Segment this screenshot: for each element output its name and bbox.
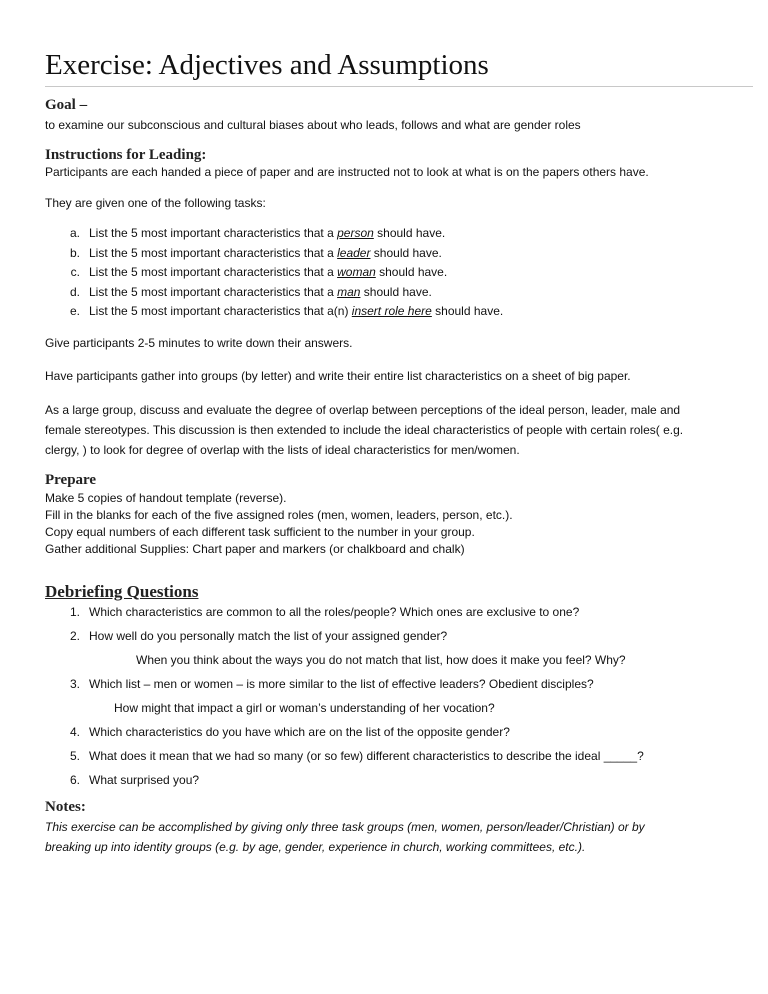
document-page [45, 48, 725, 857]
list-item [45, 772, 725, 796]
role-underlined: person [337, 226, 374, 240]
list-item [45, 724, 725, 748]
prepare-line: Gather additional Supplies: Chart paper and markers (or chalkboard and chalk) [45, 541, 465, 556]
paragraph-time: Give participants 2-5 minutes to write down their answers. [45, 335, 353, 350]
paragraph-groups: Have participants gather into groups (by letter) and write their entire list characteristics on a sheet of big paper. [45, 368, 631, 383]
list-item [45, 245, 725, 265]
sub-question: How might that impact a girl or woman’s understanding of her vocation? [114, 700, 495, 715]
list-marker: 4. [69, 724, 80, 739]
prepare-list [45, 490, 725, 558]
instructions-heading: Instructions for Leading: [45, 147, 207, 163]
list-marker: 6. [69, 772, 80, 787]
list-item [45, 676, 725, 700]
role-underlined: leader [337, 245, 371, 260]
task-text: List the 5 most important characteristics that a leader should have. [89, 245, 442, 260]
list-item [45, 628, 725, 652]
task-list [45, 225, 725, 323]
role-underlined: woman [337, 265, 376, 279]
prepare-line: Copy equal numbers of each different task sufficient to the number in your group. [45, 524, 475, 539]
list-marker: 3. [69, 676, 80, 691]
debriefing-list [45, 604, 725, 796]
notes-heading: Notes: [45, 798, 86, 815]
debriefing-heading: Debriefing Questions [45, 581, 199, 601]
list-marker: a. [69, 226, 80, 240]
task-text: List the 5 most important characteristics that a man should have. [89, 284, 432, 299]
list-marker: d. [69, 284, 80, 299]
question-text: Which list – men or women – is more similar to the list of effective leaders? Obedient disciples? [89, 676, 594, 691]
list-item [45, 264, 725, 284]
list-marker: 1. [69, 604, 80, 619]
role-underlined: insert role here [351, 304, 432, 318]
prepare-line: Make 5 copies of handout template (reverse). [45, 490, 287, 505]
prepare-heading: Prepare [45, 471, 97, 488]
list-item [45, 225, 725, 245]
question-text: How well do you personally match the list of your assigned gender? [89, 628, 448, 643]
list-item [45, 604, 725, 628]
sub-question: When you think about the ways you do not match that list, how does it make you feel? Why? [136, 652, 626, 667]
question-text: Which characteristics do you have which are on the list of the opposite gender? [89, 724, 510, 739]
question-text: What surprised you? [89, 772, 200, 787]
paragraph-discussion: As a large group, discuss and evaluate the degree of overlap between perceptions of the ideal person, leader, male and female stereotypes. This discussion is then extended to include the ideal characteristics of people with certain roles( e.g. clergy, ) to look for degree of overlap with the lists of ideal characteristics for men/women. [45, 402, 684, 457]
goal-text: to examine our subconscious and cultural biases about who leads, follows and what are gender roles [45, 118, 581, 132]
notes-text: This exercise can be accomplished by giving only three task groups (men, women, person/leader/Christian) or by breaking up into identity groups (e.g. by age, gender, experience in church, working committees, etc.). [45, 819, 645, 854]
prepare-line: Fill in the blanks for each of the five assigned roles (men, women, leaders, person, etc.). [45, 507, 513, 522]
task-text: List the 5 most important characteristics that a(n) insert role here should have. [89, 304, 504, 318]
list-marker: b. [69, 245, 80, 260]
goal-heading: Goal – [45, 97, 88, 113]
list-marker: c. [70, 265, 80, 279]
list-item [45, 303, 725, 323]
question-text: Which characteristics are common to all the roles/people? Which ones are exclusive to one? [89, 604, 580, 619]
task-text: List the 5 most important characteristics that a woman should have. [89, 265, 448, 279]
task-text: List the 5 most important characteristics that a person should have. [89, 226, 446, 240]
instructions-intro: Participants are each handed a piece of paper and are instructed not to look at what is on the papers others have. [45, 165, 649, 179]
list-marker: e. [69, 304, 80, 318]
title-divider [45, 86, 753, 87]
role-underlined: man [337, 284, 361, 299]
list-item [45, 748, 725, 772]
list-item [45, 284, 725, 304]
question-text: What does it mean that we had so many (or so few) different characteristics to describe the ideal _____? [89, 748, 644, 763]
list-marker: 2. [69, 628, 80, 643]
page-title: Exercise: Adjectives and Assumptions [45, 49, 489, 81]
tasks-intro: They are given one of the following tasks: [45, 196, 266, 210]
list-marker: 5. [69, 748, 80, 763]
